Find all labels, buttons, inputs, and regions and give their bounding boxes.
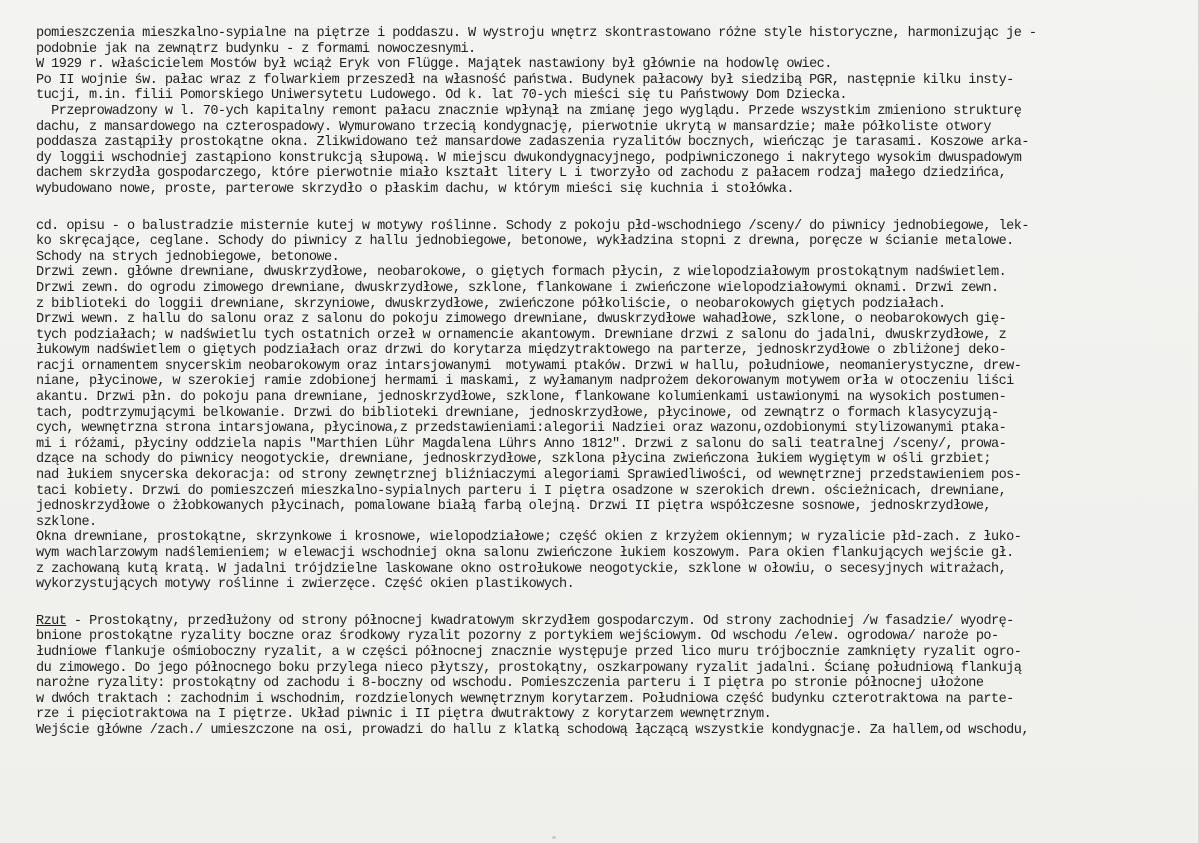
text-line: w dwóch traktach : zachodnim i wschodnim, rozdzielonych wewnętrznym korytarzem. Południowa część budynku czterotraktowa na parte- bbox=[36, 691, 1014, 707]
text-line: nad łukiem snycerska dekoracja: od strony zewnętrznej bliźniaczymi alegoriami Sprawiedliwości, od wewnętrznej przedstawieniem pos- bbox=[36, 468, 1022, 484]
text-line: bnione prostokątne ryzality boczne oraz środkowy ryzalit pozorny z portykiem wejściowym. Od wschodu /elew. ogrodowa/ naroże po- bbox=[36, 629, 999, 645]
paragraph-plan bbox=[36, 614, 1166, 739]
text-line: niane, płycinowe, w szerokiej ramie zdobionej hermami i maskami, z wyłamanym nadprożem dekorowanym motywem orła w otoczeniu liści bbox=[36, 374, 1014, 390]
paragraph-details bbox=[36, 219, 1166, 593]
text-line: mi i różami, płyciny oddziela napis "Marthien Lühr Magdalena Lührs Anno 1812". Drzwi z salonu do sali teatralnej /sceny/, prowa- bbox=[36, 436, 1007, 452]
text-line: dzące na schody do piwnicy neogotyckie, drewniane, jednoskrzydłowe, szklona płycina zwieńczona łukiem wygiętym w ośli grzbiet; bbox=[36, 452, 992, 468]
text-line: poddasza zastąpiły prostokątne okna. Zlikwidowano też mansardowe zadaszenia ryzalitów bocznych, wieńcząc je tarasami. Koszowe arka- bbox=[36, 135, 1029, 151]
text-line: ko skręcające, ceglane. Schody do piwnicy z hallu jednobiegowe, betonowe, wykładzina stopni z drewna, poręcze w ścianie metalowe. bbox=[36, 234, 1014, 250]
text-line: dachem skrzydła gospodarczego, które pierwotnie miało kształt litery L i tworzyło od zachodu z pałacem rodzaj małego dziedzińca, bbox=[36, 166, 1007, 182]
text-line: tach, podtrzymującymi belkowanie. Drzwi do biblioteki drewniane, jednoskrzydłowe, płycinowe, od zewnątrz o formach klasycyzują- bbox=[36, 405, 999, 421]
text-line: tych podziałach; w nadświetlu tych ostatnich orzeł w ornamencie akantowym. Drewniane drzwi z salonu do jadalni, dwuskrzydłowe, z bbox=[36, 327, 1007, 343]
text-line: szklone. bbox=[36, 514, 97, 530]
text-line: tucji, m.in. filii Pomorskiego Uniwersytetu Ludowego. Od k. lat 70-ych mieści się tu Państwowy Dom Dziecka. bbox=[36, 88, 848, 104]
paragraph-history bbox=[36, 26, 1166, 198]
text-line bbox=[36, 614, 1166, 630]
text-line: dy loggii wschodniej zastąpiono konstrukcją słupową. W miejscu dwukondygnacyjnego, podpiwniczonego i nakrytego wysokim dwuspadowym bbox=[36, 150, 1022, 166]
text-line: rze i pięciotraktowa na I piętrze. Układ piwnic i II piętra dwutraktowy z korytarzem wewnętrznym. bbox=[36, 707, 772, 723]
text-line: z biblioteki do loggii drewniane, skrzyniowe, dwuskrzydłowe, zwieńczone półkoliście, o neobarokowych giętych podziałach. bbox=[36, 296, 946, 312]
text-line: racji ornamentem snycerskim neobarokowym oraz intarsjowanymi motywami ptaków. Drzwi w hallu, południowe, neomanierystyczne, drew- bbox=[36, 358, 1022, 374]
text-line: łukowym nadświetlem o giętych podziałach oraz drzwi do korytarza międzytraktowego na parterze, jednoskrzydłowe o zbliżonej deko- bbox=[36, 343, 1007, 359]
paragraph-gap bbox=[36, 593, 1166, 614]
paragraph-gap bbox=[36, 198, 1166, 219]
section-heading-rzut: Rzut bbox=[36, 613, 67, 629]
text-line: Drzwi zewn. główne drewniane, dwuskrzydłowe, neobarokowe, o giętych formach płycin, z wielopodziałowym prostokątnym nadświetlem. bbox=[36, 265, 1007, 281]
text-line: du zimowego. Do jego północnego boku przylega nieco płytszy, prostokątny, oszkarpowany ryzalit jadalni. Ścianę południową flankują bbox=[36, 660, 1022, 676]
text-line: cd. opisu - o balustradzie misternie kutej w motywy roślinne. Schody z pokoju płd-wschodniego /sceny/ do piwnicy jednobiegowe, lek- bbox=[36, 218, 1029, 234]
text-line: W 1929 r. właścicielem Mostów był wciąż Eryk von Flügge. Majątek nastawiony był głównie na hodowlę owiec. bbox=[36, 57, 832, 73]
text-line: taci kobiety. Drzwi do pomieszczeń mieszkalno-sypialnych parteru i I piętra osadzone w szerokich drewn. ościeżnicach, drewniane, bbox=[36, 483, 1007, 499]
text-line: narożne ryzality: prostokątny od zachodu i 8-boczny od wschodu. Pomieszczenia parteru i I piętra po stronie północnej ułożone bbox=[36, 676, 984, 692]
paper-mark bbox=[552, 836, 556, 839]
text-line: Przeprowadzony w l. 70-ych kapitalny remont pałacu znacznie wpłynął na zmianę jego wyglądu. Przede wszystkim zmieniono strukturę bbox=[36, 103, 1022, 119]
text-line: Okna drewniane, prostokątne, skrzynkowe i krosnowe, wielopodziałowe; część okien z krzyżem okiennym; w ryzalicie płd-zach. z łuko- bbox=[36, 530, 1022, 546]
text-line: wykorzystujących motywy roślinne i zwierzęce. Część okien plastikowych. bbox=[36, 577, 575, 593]
text-line: Drzwi zewn. do ogrodu zimowego drewniane, dwuskrzydłowe, szklone, flankowane i zwieńczone wielopodziałowymi oknami. Drzwi zewn. bbox=[36, 280, 999, 296]
text-line: Drzwi wewn. z hallu do salonu oraz z salonu do pokoju zimowego drewniane, dwuskrzydłowe wahadłowe, szklone, o neobarokowych gię- bbox=[36, 312, 1007, 328]
text-line: podobnie jak na zewnątrz budynku - z formami nowoczesnymi. bbox=[36, 41, 476, 57]
text-line: akantu. Drzwi płn. do pokoju pana drewniane, jednoskrzydłowe, szklone, flankowane kolumienkami ustawionymi na wysokich postumen- bbox=[36, 390, 1007, 406]
text-line: wybudowano nowe, proste, parterowe skrzydło o płaskim dachu, w którym mieści się kuchnia i stołówka. bbox=[36, 181, 794, 197]
text-line: Wejście główne /zach./ umieszczone na osi, prowadzi do hallu z klatką schodową łączącą wszystkie kondygnacje. Za hallem,od wschodu, bbox=[36, 722, 1029, 738]
text-line: cych, wewnętrzna strona intarsjowana, płycinowa,z przedstawieniami:alegorii Nadziei oraz wazonu,ozdobionymi stylizowanymi ptaka- bbox=[36, 421, 1007, 437]
text-line: jednoskrzydłowe o żłobkowanych płycinach, pomalowane białą farbą olejną. Drzwi II piętra współczesne sosnowe, jednoskrzydłowe, bbox=[36, 499, 992, 515]
text-line: z zachowaną kutą kratą. W jadalni trójdzielne laskowane okno ostrołukowe neogotyckie, szklone w ołowiu, o secesyjnych witrażach, bbox=[36, 561, 1007, 577]
text-line: dachu, z mansardowego na czterospadowy. Wymurowano trzecią kondygnację, pierwotnie ukrytą w mansardzie; małe półkoliste otwory bbox=[36, 119, 992, 135]
text-line: Po II wojnie św. pałac wraz z folwarkiem przeszedł na własność państwa. Budynek pałacowy był siedzibą PGR, następnie kilku insty- bbox=[36, 72, 1014, 88]
text-line: łudniowe flankuje ośmioboczny ryzalit, a w części północnej znacznie występuje przed lico muru trójbocznie zamknięty ryzalit ogro- bbox=[36, 644, 1022, 660]
text-line: wym wachlarzowym nadślemieniem; w elewacji wschodniej okna salonu zwieńczone łukiem koszowym. Para okien flankujących wejście gł. bbox=[36, 546, 1014, 561]
text-line: Schody na strych jednobiegowe, betonowe. bbox=[36, 249, 340, 265]
typewritten-text bbox=[36, 26, 1166, 739]
text-segment: - Prostokątny, przedłużony od strony północnej kwadratowym skrzydłem gospodarczym. Od strony zachodniej /w fasadzie/ wyodrę- bbox=[66, 613, 1014, 629]
text-line: pomieszczenia mieszkalno-sypialne na piętrze i poddaszu. W wystroju wnętrz skontrastowano różne style historyczne, harmonizując je - bbox=[36, 26, 1037, 41]
